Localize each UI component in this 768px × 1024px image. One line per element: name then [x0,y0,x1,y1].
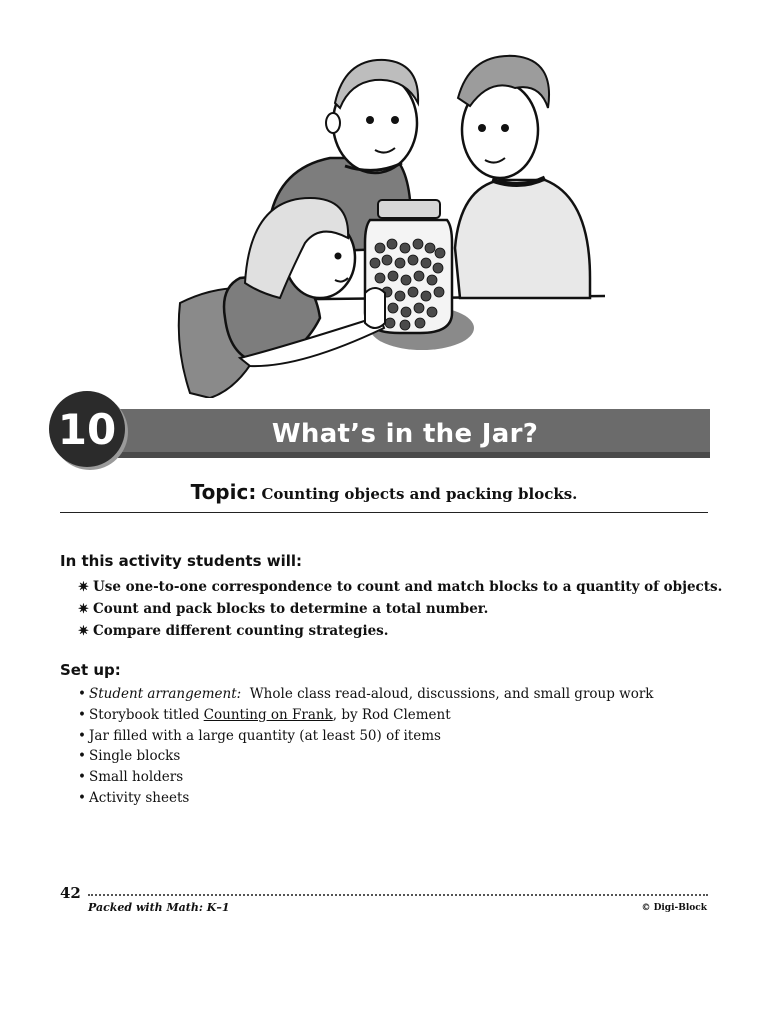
asterisk-bullet-icon: ✷ [78,580,89,595]
bullet-icon: • [78,789,86,806]
objective-item: ✷ Use one-to-one correspondence to count and match blocks to a quantity of objects. [78,576,722,598]
topic-divider [60,512,708,513]
objectives-heading: In this activity students will: [60,552,303,570]
setup-item: • Activity sheets [78,788,653,809]
book-title: Packed with Math: K–1 [88,901,230,914]
asterisk-bullet-icon: ✷ [78,624,89,639]
page-number: 42 [60,884,81,902]
setup-item: • Jar filled with a large quantity (at least 50) of items [78,726,653,747]
storybook-title: Counting on Frank [203,706,333,723]
setup-item: • Small holders [78,767,653,788]
setup-item-storybook: • Storybook titled Counting on Frank, by Rod Clement [78,705,653,726]
objectives-list [78,576,722,642]
setup-list [78,684,653,809]
setup-item-arrangement [78,684,653,705]
topic-text: Counting objects and packing blocks. [261,485,578,503]
setup-item: • Single blocks [78,746,653,767]
topic-line [60,480,708,504]
bullet-icon: • [78,769,86,786]
lesson-number-badge: 10 [49,391,125,467]
children-jar-illustration [170,48,620,398]
arrangement-text: Whole class read-aloud, discussions, and small group work [249,686,654,702]
topic-label: Topic: [190,480,257,504]
objective-item: ✷ Count and pack blocks to determine a total number. [78,598,722,620]
arrangement-label: Student arrangement: [89,686,242,702]
bullet-icon: • [78,748,86,765]
objective-item: ✷ Compare different counting strategies. [78,620,722,642]
bullet-icon: • [78,686,86,702]
setup-heading: Set up: [60,661,121,679]
asterisk-bullet-icon: ✷ [78,602,89,617]
copyright: © Digi-Block [641,903,707,913]
footer-dotted-rule [88,894,708,896]
bullet-icon: • [78,727,86,744]
bullet-icon: • [78,706,86,723]
lesson-title: What’s in the Jar? [271,418,539,449]
